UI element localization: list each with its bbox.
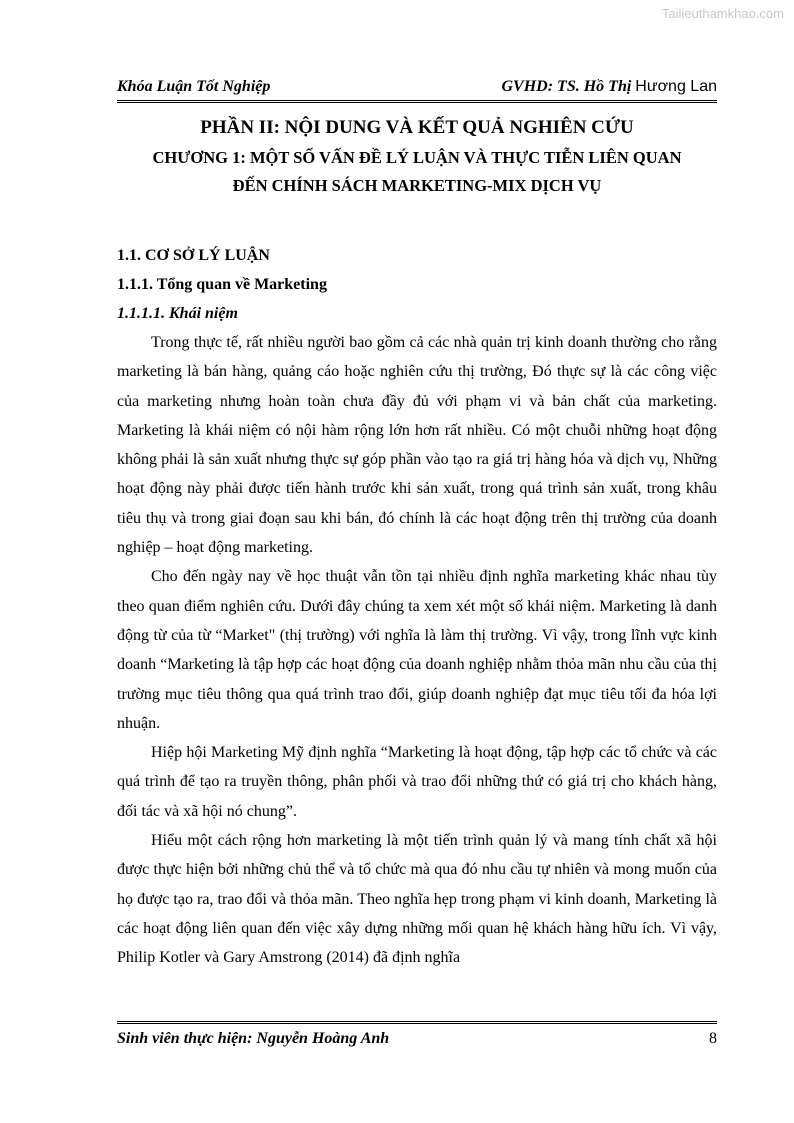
paragraph-2: Cho đến ngày nay về học thuật vẫn tồn tại nhiều định nghĩa marketing khác nhau tùy theo quan điểm nghiên cứu. Dưới đây chúng ta xem xét một số khái niệm. Marketing là danh động từ của từ “Market" (thị trường) với nghĩa là làm thị trường. Vì vậy, trong lĩnh vực kinh doanh “Marketing là tập hợp các hoạt động của doanh nghiệp nhằm thỏa mãn nhu cầu của thị trường mục tiêu thông qua quá trình trao đổi, giúp doanh nghiệp đạt mục tiêu tối đa hóa lợi nhuận.: [117, 568, 717, 732]
footer-author: Sinh viên thực hiện: Nguyễn Hoàng Anh: [117, 1030, 390, 1047]
title-block: [110, 114, 724, 200]
section-heading-3: 1.1.1.1. Khái niệm: [117, 305, 238, 322]
page-header: [117, 78, 717, 103]
page-footer: [117, 1021, 717, 1048]
paragraph-4: Hiểu một cách rộng hơn marketing là một tiến trình quản lý và mang tính chất xã hội được thực hiện bởi những chủ thể và tổ chức mà qua đó nhu cầu tự nhiên và mong muốn của họ được tạo ra, trao đổi và thỏa mãn. Theo nghĩa hẹp trong phạm vi kinh doanh, Marketing là các hoạt động liên quan đến việc xây dựng những mối quan hệ khách hàng hữu ích. Vì vậy, Philip Kotler và Gary Amstrong (2014) đã định nghĩa: [117, 832, 717, 967]
section-heading-1: 1.1. CƠ SỞ LÝ LUẬN: [117, 247, 270, 264]
part-title: PHẦN II: NỘI DUNG VÀ KẾT QUẢ NGHIÊN CỨU: [200, 117, 634, 138]
paragraph-3: Hiệp hội Marketing Mỹ định nghĩa “Marketing là hoạt động, tập hợp các tổ chức và các quá trình để tạo ra truyền thông, phân phối và trao đổi những thứ có giá trị cho khách hàng, đối tác và xã hội nó chung”.: [117, 744, 717, 820]
header-advisor-label: GVHD: TS. Hồ Thị: [501, 78, 632, 95]
header-advisor-name: Hương Lan: [635, 78, 717, 95]
header-left-title: Khóa Luận Tốt Nghiệp: [117, 78, 271, 95]
chapter-title-line-2: ĐẾN CHÍNH SÁCH MARKETING-MIX DỊCH VỤ: [232, 176, 602, 195]
section-heading-2: 1.1.1. Tổng quan về Marketing: [117, 276, 327, 293]
header-advisor: [502, 78, 718, 96]
page-number: 8: [709, 1030, 717, 1047]
page-content: [117, 241, 717, 973]
chapter-title-line-1: CHƯƠNG 1: MỘT SỐ VẤN ĐỀ LÝ LUẬN VÀ THỰC TIỄN LIÊN QUAN: [152, 148, 682, 167]
watermark: Tailieuthamkhao.com: [661, 6, 784, 21]
paragraph-1: Trong thực tế, rất nhiều người bao gồm cả các nhà quản trị kinh doanh thường cho rằng marketing là bán hàng, quảng cáo hoặc nghiên cứu thị trường, Đó thực sự là các công việc của marketing nhưng hoàn toàn chưa đầy đủ với phạm vi và bản chất của marketing. Marketing là khái niệm có nội hàm rộng lớn hơn rất nhiều. Có một chuỗi những hoạt động không phải là sản xuất nhưng thực sự góp phần vào tạo ra giá trị hàng hóa và dịch vụ, Những hoạt động này phải được tiến hành trước khi sản xuất, trong quá trình sản xuất, trong khâu tiêu thụ và trong giai đoạn sau khi bán, đó chính là các hoạt động trên thị trường của doanh nghiệp – hoạt động marketing.: [117, 334, 717, 557]
